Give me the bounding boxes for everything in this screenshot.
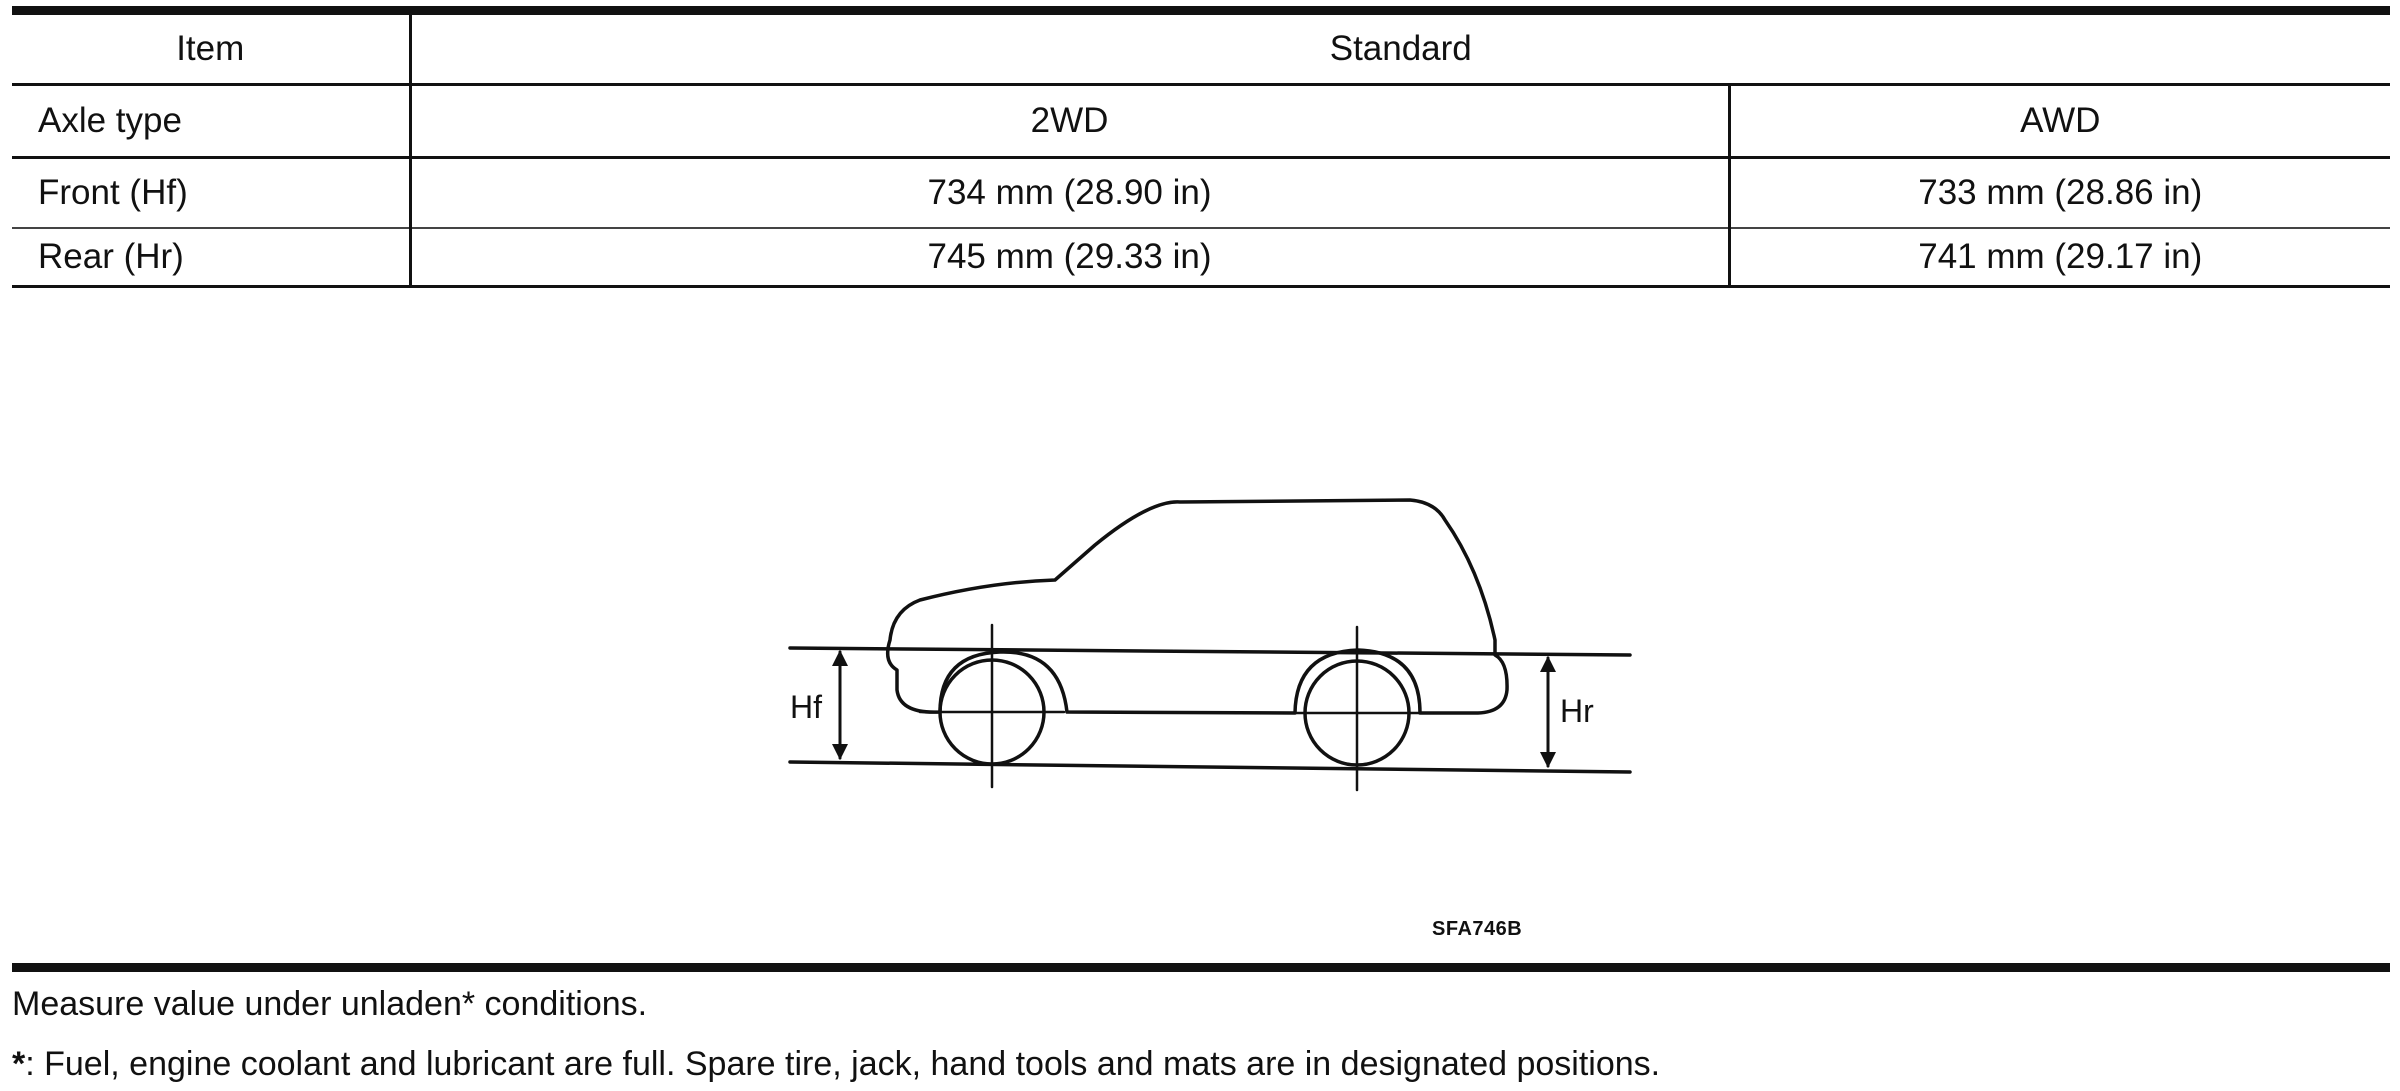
value-awd: 733 mm (28.86 in) — [1729, 158, 2390, 229]
row-label: Front (Hf) — [12, 158, 410, 229]
item-header: Item — [12, 11, 410, 85]
axle-type-row — [12, 85, 2390, 158]
note-definition-text: : Fuel, engine coolant and lubricant are full. Spare tire, jack, hand tools and mats are in designated positions. — [25, 1045, 1661, 1083]
notes-divider — [12, 963, 2390, 972]
standard-header: Standard — [410, 11, 2390, 85]
note-marker: * — [12, 1045, 26, 1083]
hr-label: Hr — [1560, 693, 1594, 729]
upper-reference-line — [790, 648, 1630, 655]
vehicle-ride-height-figure — [780, 490, 1640, 800]
ground-line — [790, 762, 1630, 772]
col-awd-header: AWD — [1729, 85, 2390, 158]
value-awd: 741 mm (29.17 in) — [1918, 237, 2203, 276]
col-2wd-header: 2WD — [410, 85, 1729, 158]
figure-code: SFA746B — [1432, 918, 1523, 940]
value-2wd: 734 mm (28.90 in) — [410, 158, 1729, 229]
value-2wd: 745 mm (29.33 in) — [410, 228, 1729, 287]
note-unladen: Measure value under unladen* conditions. — [12, 985, 648, 1023]
table-row-front — [12, 158, 2390, 229]
table-row-rear — [12, 228, 2390, 287]
row-label: Rear (Hr) — [12, 228, 410, 287]
vehicle-body-outline — [888, 500, 1507, 713]
axle-type-label: Axle type — [12, 85, 410, 158]
spec-table — [12, 6, 2390, 288]
hf-label: Hf — [790, 689, 822, 725]
note-definition — [12, 1045, 1660, 1084]
header-row — [12, 11, 2390, 85]
